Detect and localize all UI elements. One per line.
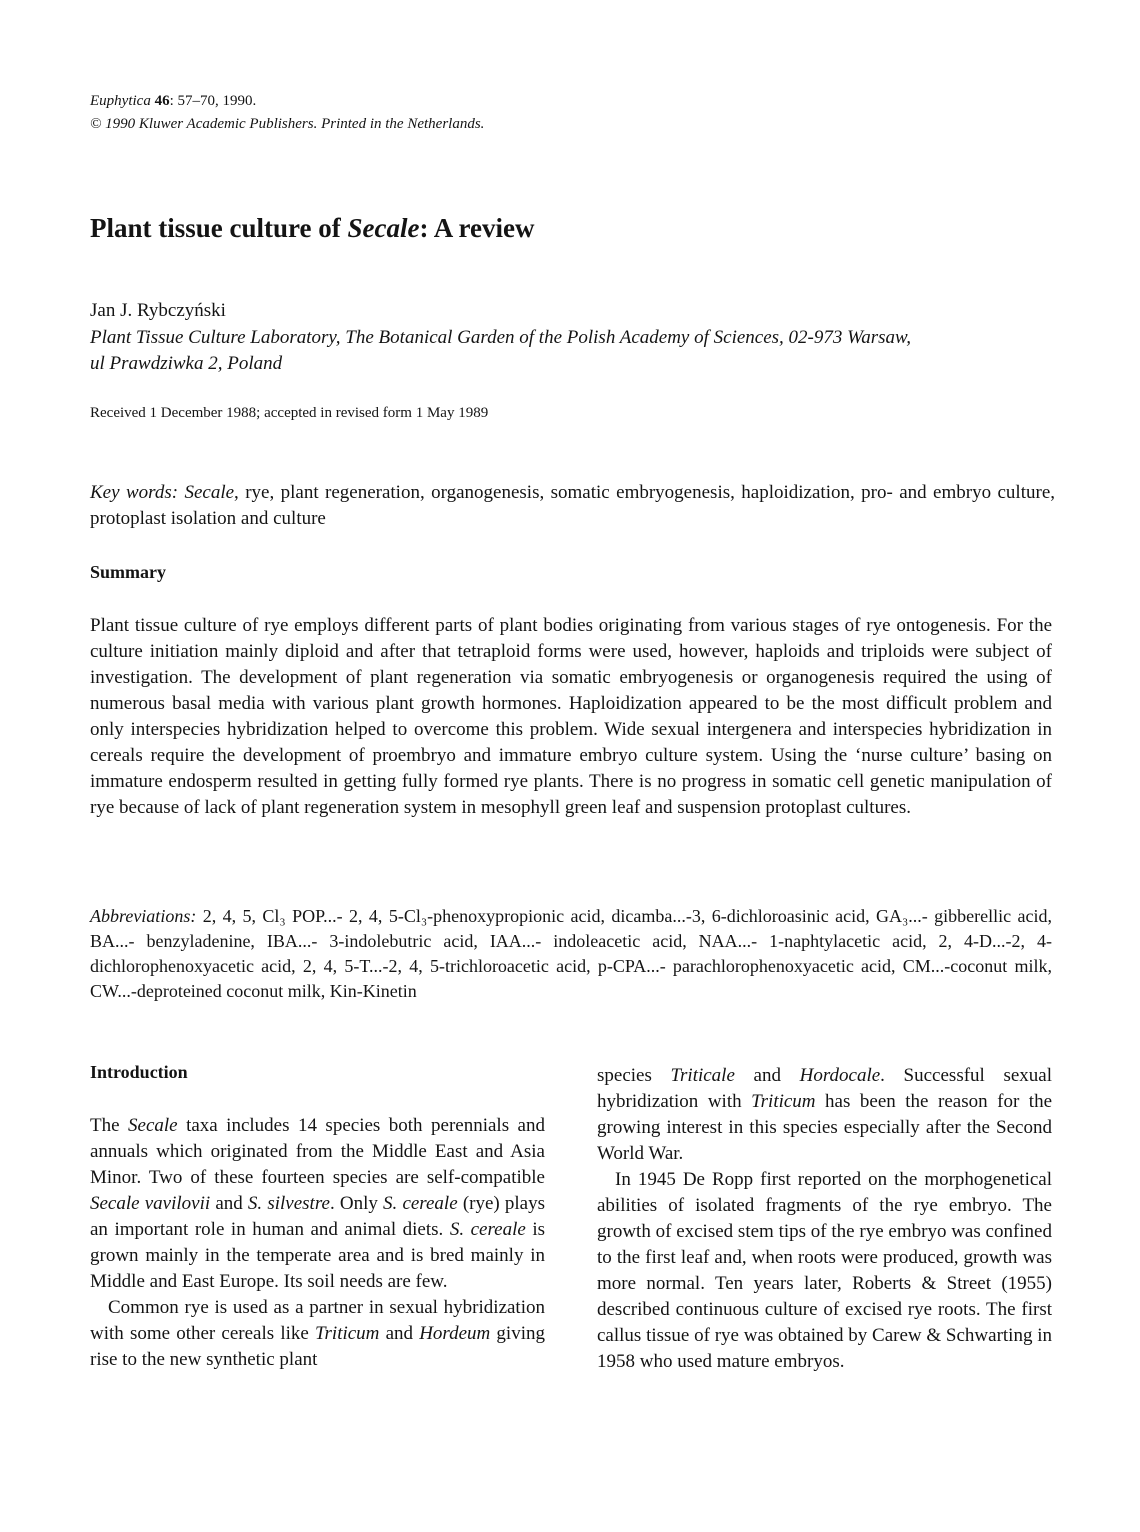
abbreviations-label: Abbreviations: bbox=[90, 906, 197, 926]
affiliation-line-2: ul Prawdziwka 2, Poland bbox=[90, 353, 283, 374]
affiliation-line-1: Plant Tissue Culture Laboratory, The Botanical Garden of the Polish Academy of Sciences, 02-973 Warsaw, bbox=[90, 327, 911, 348]
journal-pages-year: : 57–70, 1990. bbox=[169, 93, 257, 109]
journal-name: Euphytica bbox=[90, 93, 151, 109]
intro-paragraph-2: Common rye is used as a partner in sexual hybridization with some other cereals like Triticum and Hordeum giving rise to the new synthetic plant bbox=[90, 1297, 545, 1370]
keywords-label: Key words: bbox=[90, 482, 185, 503]
author-affiliation bbox=[90, 325, 1055, 377]
introduction-column-right bbox=[597, 1063, 1052, 1375]
introduction-column-left bbox=[90, 1113, 545, 1373]
introduction-heading: Introduction bbox=[90, 1062, 188, 1082]
journal-header bbox=[90, 90, 790, 136]
paper-title: Plant tissue culture of Secale: A review bbox=[90, 213, 535, 243]
journal-volume: 46 bbox=[154, 93, 170, 109]
title-genus: Secale bbox=[347, 213, 420, 243]
summary-heading: Summary bbox=[90, 562, 166, 582]
author-name: Jan J. Rybczyński bbox=[90, 300, 226, 321]
summary-text: Plant tissue culture of rye employs different parts of plant bodies originating from various stages of rye ontogenesis. For the culture initiation mainly diploid and after that tetraploid forms were used, however, haploids and triploids were subject of investigation. The development of plant regeneration via somatic embryogenesis or organogenesis required the using of numerous basal media with various plant growth hormones. Haploidization appeared to be the most difficult problem and only interspecies hybridization helped to overcome this problem. Wide sexual intergenera and interspecies hybridization in cereals require the development of proembryo and immature embryo culture system. Using the ‘nurse culture’ basing on immature endosperm resulted in getting fully formed rye plants. There is no progress in somatic cell genetic manipulation of rye because of lack of plant regeneration system in mesophyll green leaf and suspension protoplast cultures. bbox=[90, 615, 1052, 818]
keywords-genus: Secale bbox=[184, 482, 235, 503]
intro-paragraph-3: In 1945 De Ropp first reported on the morphogenetical abilities of isolated fragments of the rye embryo. The growth of excised stem tips of the rye embryo was confined to the first leaf and, when roots were produced, growth was more normal. Ten years later, Roberts & Street (1955) described continuous culture of excised rye roots. The first callus tissue of rye was obtained by Carew & Schwarting in 1958 who used mature embryos. bbox=[597, 1169, 1052, 1372]
intro-paragraph-2-continued: species Triticale and Hordocale. Successful sexual hybridization with Triticum has been the reason for the growing interest in this species especially after the Second World War. bbox=[597, 1065, 1052, 1164]
abbreviations bbox=[90, 904, 1052, 1004]
keywords bbox=[90, 480, 1055, 532]
journal-citation bbox=[90, 90, 790, 113]
abbreviations-text: 2, 4, 5, Cl₃ POP...- 2, 4, 5-Cl₃-phenoxypropionic acid, dicamba...-3, 6-dichloroasinic acid, GA₃...- gibberellic acid, BA...- benzyladenine, IBA...- 3-indolebutric acid, IAA...- indoleacetic acid, NAA...- 1-naphtylacetic acid, 2, 4-D...-2, 4-dichlorophenoxyacetic acid, 2, 4, 5-T...-2, 4, 5-trichloroacetic acid, p-CPA...- parachlorophenoxyacetic acid, CM...-coconut milk, CW...-deproteined coconut milk, Kin-Kinetin bbox=[90, 906, 1052, 1001]
keywords-list: , rye, plant regeneration, organogenesis, somatic embryogenesis, haploidization, pro- and embryo culture, protoplast isolation and culture bbox=[90, 482, 1056, 529]
received-dates: Received 1 December 1988; accepted in revised form 1 May 1989 bbox=[90, 405, 489, 421]
copyright-line: © 1990 Kluwer Academic Publishers. Printed in the Netherlands. bbox=[90, 116, 485, 132]
intro-paragraph-1: The Secale taxa includes 14 species both perennials and annuals which originated from the Middle East and Asia Minor. Two of these fourteen species are self-compatible Secale vavilovii and S. silvestre. Only S. cereale (rye) plays an important role in human and animal diets. S. cereale is grown mainly in the temperate area and is bred mainly in Middle and East Europe. Its soil needs are few. bbox=[90, 1115, 545, 1292]
